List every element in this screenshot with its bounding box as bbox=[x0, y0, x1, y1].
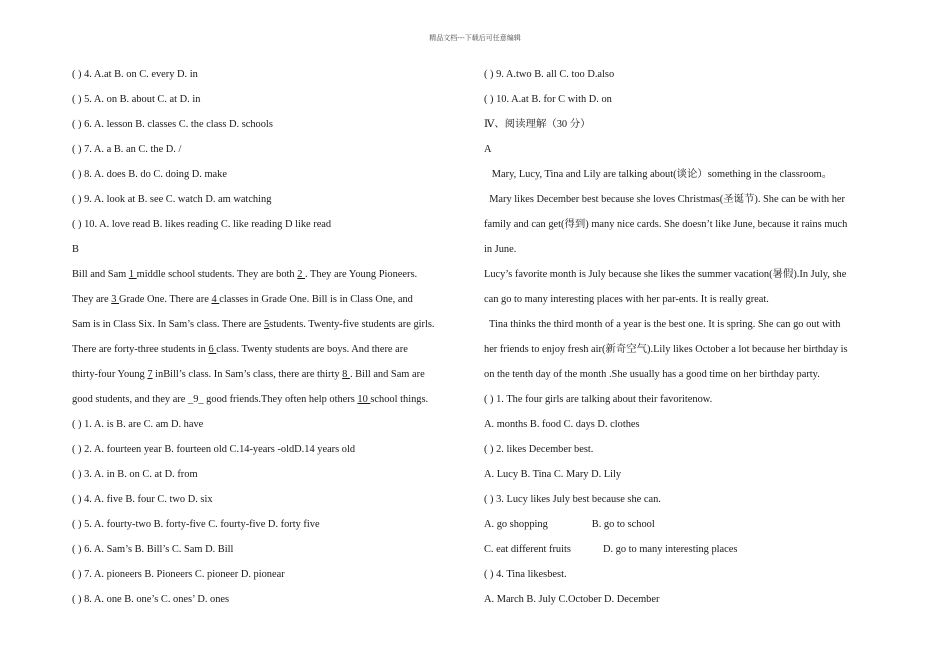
passage-line: family and can get(得到) many nice cards. She doesn’t like June, because it rains much bbox=[484, 219, 848, 230]
question-line: ( ) 3. A. in B. on C. at D. from bbox=[72, 469, 198, 480]
passage-text: middle school students. They are both bbox=[136, 269, 298, 280]
passage-text: inBill’s class. In Sam’s class, there are thirty bbox=[152, 369, 343, 380]
right-column bbox=[484, 64, 880, 614]
options-line: A. Lucy B. Tina C. Mary D. Lily bbox=[484, 469, 622, 480]
passage-text: classes in Grade One. Bill is in Class One, and bbox=[219, 294, 413, 305]
passage-line: Tina thinks the third month of a year is the best one. It is spring. She can go out with bbox=[484, 319, 841, 330]
question-line: ( ) 8. A. one B. one’s C. ones’ D. ones bbox=[72, 594, 230, 605]
question-line: ( ) 7. A. pioneers B. Pioneers C. pioneer D. pionear bbox=[72, 569, 285, 580]
blank-1: 1 bbox=[128, 269, 137, 280]
passage-line bbox=[72, 289, 468, 314]
options-line: A. March B. July C.October D. December bbox=[484, 594, 660, 605]
passage-line bbox=[72, 264, 468, 289]
passage-text: Sam is in Class Six. In Sam’s class. There are bbox=[72, 319, 265, 330]
passage-text: . They are Young Pioneers. bbox=[305, 269, 418, 280]
blank-6: 6 bbox=[208, 344, 217, 355]
blank-2: 2 bbox=[297, 269, 306, 280]
question-line: ( ) 5. A. on B. about C. at D. in bbox=[72, 94, 201, 105]
question-line: ( ) 10. A. love read B. likes reading C. like reading D like read bbox=[72, 219, 332, 230]
blank-5: 5 bbox=[264, 319, 270, 330]
left-column bbox=[72, 64, 468, 614]
question-line: ( ) 9. A.two B. all C. too D.also bbox=[484, 69, 615, 80]
passage-line: on the tenth day of the month .She usually has a good time on her birthday party. bbox=[484, 369, 820, 380]
question-line: ( ) 6. A. Sam’s B. Bill’s C. Sam D. Bill bbox=[72, 544, 234, 555]
passage-text: class. Twenty students are boys. And there are bbox=[216, 344, 408, 355]
question-line: ( ) 3. Lucy likes July best because she can. bbox=[484, 494, 661, 505]
question-line: ( ) 4. Tina likesbest. bbox=[484, 569, 567, 580]
passage-line: her friends to enjoy fresh air(新奇空气).Lily likes October a lot because her birthday is bbox=[484, 344, 848, 355]
options-line bbox=[484, 514, 880, 539]
passage-text: school things. bbox=[370, 394, 429, 405]
passage-line: Mary likes December best because she loves Christmas(圣诞节). She can be with her bbox=[484, 194, 845, 205]
question-line: ( ) 1. The four girls are talking about their favoritenow. bbox=[484, 394, 713, 405]
question-line: ( ) 2. A. fourteen year B. fourteen old C.14-years -oldD.14 years old bbox=[72, 444, 356, 455]
passage-line: Mary, Lucy, Tina and Lily are talking about(谈论）something in the classroom。 bbox=[484, 169, 833, 180]
passage-line bbox=[72, 389, 468, 414]
passage-text: thirty-four Young bbox=[72, 369, 148, 380]
passage-text: Bill and Sam bbox=[72, 269, 129, 280]
blank-3: 3 bbox=[111, 294, 120, 305]
question-line: ( ) 4. A.at B. on C. every D. in bbox=[72, 69, 198, 80]
question-line: ( ) 5. A. fourty-two B. forty-five C. fourty-five D. forty five bbox=[72, 519, 320, 530]
blank-8: 8 bbox=[342, 369, 350, 380]
passage-line: Lucy’s favorite month is July because she likes the summer vacation(暑假).In July, she bbox=[484, 269, 847, 280]
options-line: A. months B. food C. days D. clothes bbox=[484, 419, 640, 430]
options-line bbox=[484, 539, 880, 564]
page-header: 精品文档---下载后可任意编辑 bbox=[429, 34, 521, 42]
option-a: A. go shopping bbox=[484, 519, 548, 530]
passage-line bbox=[72, 364, 468, 389]
question-line: ( ) 2. likes December best. bbox=[484, 444, 594, 455]
question-line: ( ) 1. A. is B. are C. am D. have bbox=[72, 419, 204, 430]
passage-line bbox=[72, 314, 468, 339]
passage-text: There are forty-three students in bbox=[72, 344, 209, 355]
section-label-b: B bbox=[72, 244, 79, 255]
section-heading-reading: Ⅳ、阅读理解（30 分） bbox=[484, 119, 591, 130]
option-d: D. go to many interesting places bbox=[602, 544, 738, 555]
passage-text: . Bill and Sam are bbox=[349, 369, 425, 380]
passage-text: students. Twenty-five students are girls. bbox=[269, 319, 435, 330]
question-line: ( ) 6. A. lesson B. classes C. the class D. schools bbox=[72, 119, 273, 130]
blank-4: 4 bbox=[211, 294, 220, 305]
option-c: C. eat different fruits bbox=[484, 544, 571, 555]
passage-line: in June. bbox=[484, 244, 517, 255]
question-line: ( ) 9. A. look at B. see C. watch D. am watching bbox=[72, 194, 272, 205]
question-line: ( ) 10. A.at B. for C with D. on bbox=[484, 94, 612, 105]
passage-line bbox=[72, 339, 468, 364]
section-label-a: A bbox=[484, 144, 492, 155]
blank-10: 10 bbox=[357, 394, 371, 405]
passage-line: can go to many interesting places with her par-ents. It is really great. bbox=[484, 294, 769, 305]
question-line: ( ) 8. A. does B. do C. doing D. make bbox=[72, 169, 227, 180]
question-line: ( ) 7. A. a B. an C. the D. / bbox=[72, 144, 182, 155]
question-line: ( ) 4. A. five B. four C. two D. six bbox=[72, 494, 213, 505]
option-b: B. go to school bbox=[591, 519, 655, 530]
passage-text: good students, and they are _9_ good friends.They often help others bbox=[72, 394, 358, 405]
passage-text: They are bbox=[72, 294, 112, 305]
blank-7: 7 bbox=[147, 369, 153, 380]
passage-text: Grade One. There are bbox=[119, 294, 212, 305]
